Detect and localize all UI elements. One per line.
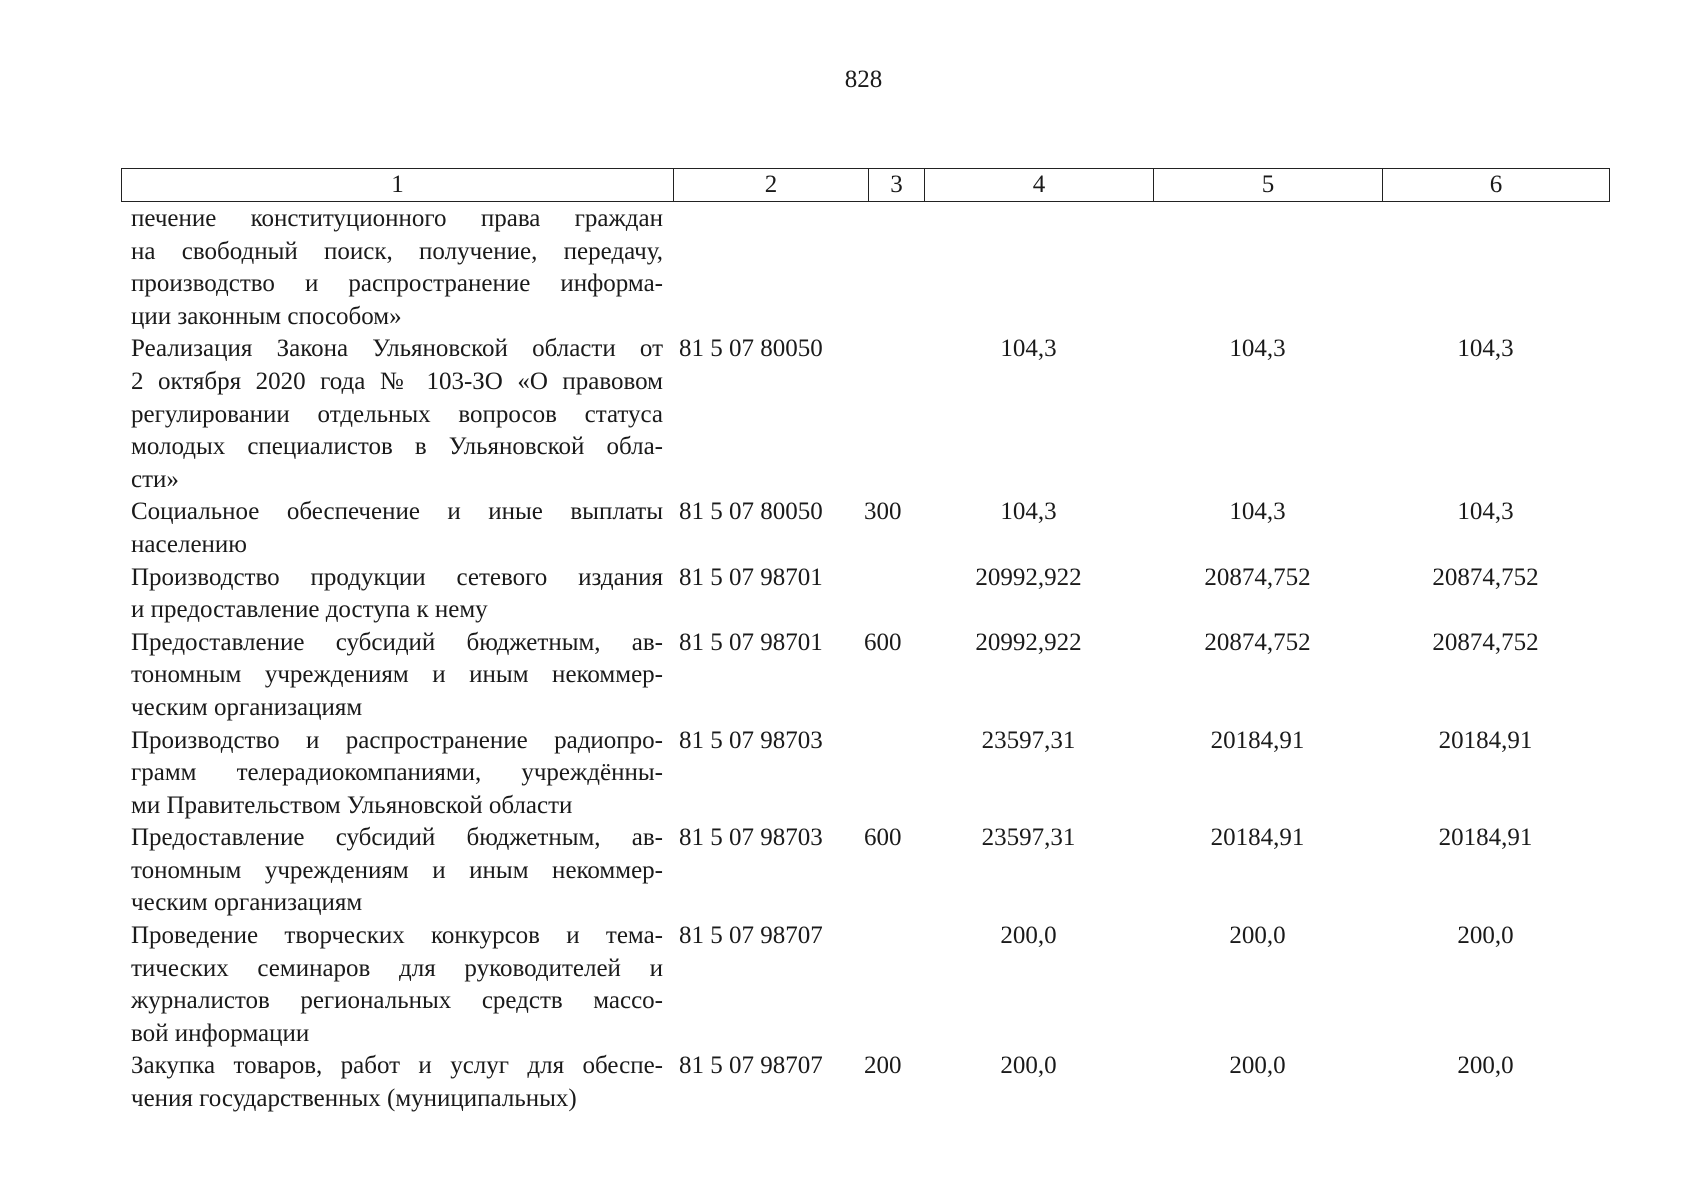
row-name — [121, 822, 663, 920]
row-value-col5: 104,3 — [1229, 498, 1286, 526]
row-value-col6: 200,0 — [1457, 1052, 1514, 1080]
row-name — [121, 496, 663, 561]
row-name — [121, 333, 663, 496]
row-value-col4: 23597,31 — [981, 726, 1076, 754]
row-name-line: регулировании отдельных вопросов статуса — [131, 400, 663, 428]
row-name-line: ческим организациям — [131, 693, 363, 721]
row-value-col4: 23597,31 — [981, 824, 1076, 852]
table-row — [121, 920, 1609, 1050]
table-row — [121, 1050, 1609, 1115]
row-code: 81 5 07 98703 — [679, 726, 823, 754]
row-name-line: 2 октября 2020 года № 103-ЗО «О правовом — [131, 367, 663, 395]
row-code: 81 5 07 98707 — [679, 1052, 823, 1080]
table-body — [121, 203, 1609, 1116]
row-name-line: ции законным способом» — [131, 302, 402, 330]
row-type: 200 — [864, 1052, 902, 1080]
row-name-line: грамм телерадиокомпаниями, учреждённы- — [131, 759, 663, 787]
row-code: 81 5 07 98701 — [679, 563, 823, 591]
header-col-1: 1 — [122, 169, 674, 202]
row-type: 600 — [864, 824, 902, 852]
row-value-col5: 20184,91 — [1210, 726, 1305, 754]
row-name-line: тономным учреждениям и иным некоммер- — [131, 856, 663, 884]
header-col-6: 6 — [1383, 169, 1610, 202]
table-row — [121, 496, 1609, 561]
row-name — [121, 562, 663, 627]
table-row — [121, 333, 1609, 496]
row-value-col4: 200,0 — [1000, 1052, 1057, 1080]
row-value-col5: 104,3 — [1229, 335, 1286, 363]
row-value-col5: 20874,752 — [1204, 563, 1311, 591]
row-name-line: Реализация Закона Ульяновской области от — [131, 335, 663, 363]
header-col-2: 2 — [674, 169, 869, 202]
row-value-col4: 20992,922 — [975, 563, 1082, 591]
row-value-col6 — [1372, 203, 1599, 333]
row-name-line: на свободный поиск, получение, передачу, — [131, 237, 663, 265]
row-value-col4: 200,0 — [1000, 922, 1057, 950]
row-type — [858, 203, 914, 333]
page-number: 828 — [844, 66, 883, 93]
row-value-col6: 20874,752 — [1432, 563, 1539, 591]
row-code: 81 5 07 80050 — [679, 335, 823, 363]
row-name — [121, 725, 663, 823]
row-name-line: производство и распространение информа- — [131, 270, 663, 298]
table-row — [121, 627, 1609, 725]
table-header — [121, 168, 1610, 202]
row-name-line: Производство продукции сетевого издания — [131, 563, 663, 591]
row-value-col4: 104,3 — [1000, 498, 1057, 526]
row-name — [121, 920, 663, 1050]
row-name — [121, 203, 663, 333]
row-code: 81 5 07 80050 — [679, 498, 823, 526]
row-name-line: журналистов региональных средств массо- — [131, 987, 663, 1015]
row-name-line: Закупка товаров, работ и услуг для обеспе- — [131, 1052, 663, 1080]
row-name-line: населению — [131, 530, 247, 558]
row-value-col4 — [914, 203, 1143, 333]
table-row — [121, 822, 1609, 920]
row-name-line: тических семинаров для руководителей и — [131, 954, 663, 982]
row-name-line: сти» — [131, 465, 179, 493]
row-type — [858, 333, 914, 496]
row-type: 600 — [864, 628, 902, 656]
header-col-3: 3 — [869, 169, 925, 202]
row-name-line: молодых специалистов в Ульяновской обла- — [131, 433, 663, 461]
row-name-line: чения государственных (муниципальных) — [131, 1085, 577, 1113]
row-value-col4: 20992,922 — [975, 628, 1082, 656]
row-value-col6: 20184,91 — [1438, 824, 1533, 852]
row-code: 81 5 07 98703 — [679, 824, 823, 852]
header-col-4: 4 — [925, 169, 1154, 202]
row-name-line: Проведение творческих конкурсов и тема- — [131, 922, 663, 950]
row-name-line: и предоставление доступа к нему — [131, 596, 488, 624]
row-type: 300 — [864, 498, 902, 526]
row-type — [858, 920, 914, 1050]
row-name-line: Социальное обеспечение и иные выплаты — [131, 498, 663, 526]
header-col-5: 5 — [1154, 169, 1383, 202]
row-type — [858, 725, 914, 823]
row-value-col6: 200,0 — [1457, 922, 1514, 950]
row-name-line: тономным учреждениям и иным некоммер- — [131, 661, 663, 689]
row-name-line: Предоставление субсидий бюджетным, ав- — [131, 824, 663, 852]
row-name-line: ми Правительством Ульяновской области — [131, 791, 573, 819]
row-name-line: Производство и распространение радиопро- — [131, 726, 663, 754]
row-name — [121, 627, 663, 725]
row-name — [121, 1050, 663, 1115]
row-value-col6: 104,3 — [1457, 498, 1514, 526]
row-value-col5: 20184,91 — [1210, 824, 1305, 852]
table-row — [121, 562, 1609, 627]
row-type — [858, 562, 914, 627]
table-row — [121, 203, 1609, 333]
table-row — [121, 725, 1609, 823]
row-name-line: вой информации — [131, 1019, 310, 1047]
row-value-col6: 20184,91 — [1438, 726, 1533, 754]
row-value-col6: 20874,752 — [1432, 628, 1539, 656]
row-value-col5: 200,0 — [1229, 1052, 1286, 1080]
row-code — [663, 203, 858, 333]
row-value-col6: 104,3 — [1457, 335, 1514, 363]
row-value-col4: 104,3 — [1000, 335, 1057, 363]
row-name-line: Предоставление субсидий бюджетным, ав- — [131, 628, 663, 656]
row-value-col5: 200,0 — [1229, 922, 1286, 950]
row-value-col5: 20874,752 — [1204, 628, 1311, 656]
row-code: 81 5 07 98701 — [679, 628, 823, 656]
row-name-line: ческим организациям — [131, 889, 363, 917]
row-code: 81 5 07 98707 — [679, 922, 823, 950]
row-value-col5 — [1143, 203, 1372, 333]
row-name-line: печение конституционного права граждан — [131, 205, 663, 232]
